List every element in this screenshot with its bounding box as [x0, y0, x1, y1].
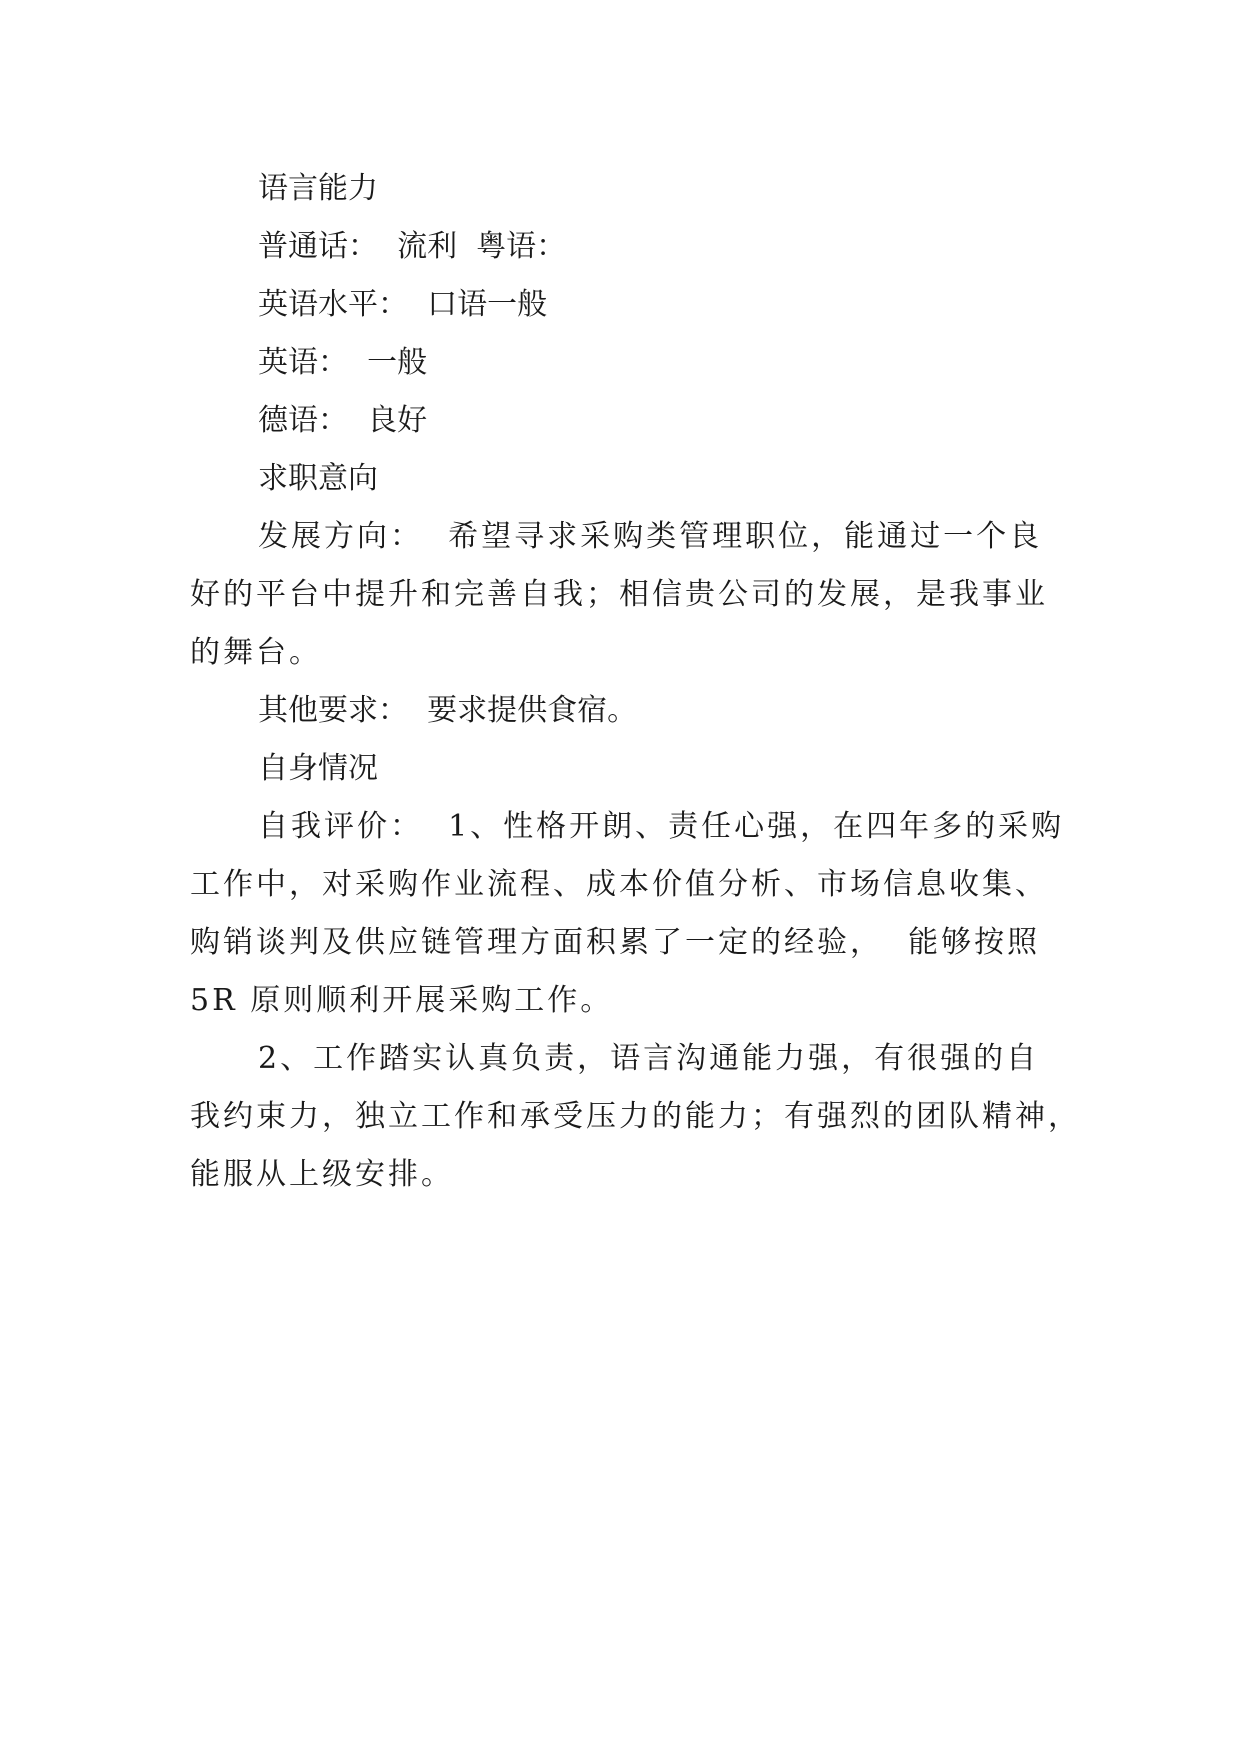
self-evaluation-paragraph — [190, 798, 1070, 1030]
mandarin-cantonese-line: 普通话： 流利 粤语： — [258, 229, 567, 264]
heading-self-situation: 自身情况 — [258, 751, 378, 786]
development-paragraph — [190, 508, 1070, 682]
development-line: 发展方向： 希望寻求采购类管理职位，能通过一个良 — [258, 519, 1043, 554]
english-level-line: 英语水平： 口语一般 — [258, 287, 548, 322]
english-line: 英语： 一般 — [258, 345, 428, 380]
point-two-paragraph — [190, 1030, 1081, 1204]
self-evaluation-line: 5R 原则顺利开展采购工作。 — [190, 983, 614, 1018]
self-evaluation-line: 自我评价： 1、性格开朗、责任心强，在四年多的采购 — [258, 809, 1065, 844]
heading-job-intention: 求职意向 — [258, 461, 378, 496]
german-line: 德语： 良好 — [258, 403, 428, 438]
heading-language-ability: 语言能力 — [258, 171, 378, 206]
self-evaluation-line: 工作中，对采购作业流程、成本价值分析、市场信息收集、 — [190, 867, 1048, 902]
other-requirements-line: 其他要求： 要求提供食宿。 — [258, 693, 638, 728]
self-evaluation-line: 购销谈判及供应链管理方面积累了一定的经验， 能够按照 — [190, 925, 1041, 960]
development-line: 的舞台。 — [190, 635, 322, 670]
document-body — [190, 160, 1081, 1204]
development-line: 好的平台中提升和完善自我；相信贵公司的发展，是我事业 — [190, 577, 1048, 612]
point-two-line: 我约束力，独立工作和承受压力的能力；有强烈的团队精神， — [190, 1099, 1081, 1134]
point-two-line: 2、工作踏实认真负责，语言沟通能力强，有很强的自 — [258, 1041, 1040, 1076]
point-two-line: 能服从上级安排。 — [190, 1157, 454, 1192]
